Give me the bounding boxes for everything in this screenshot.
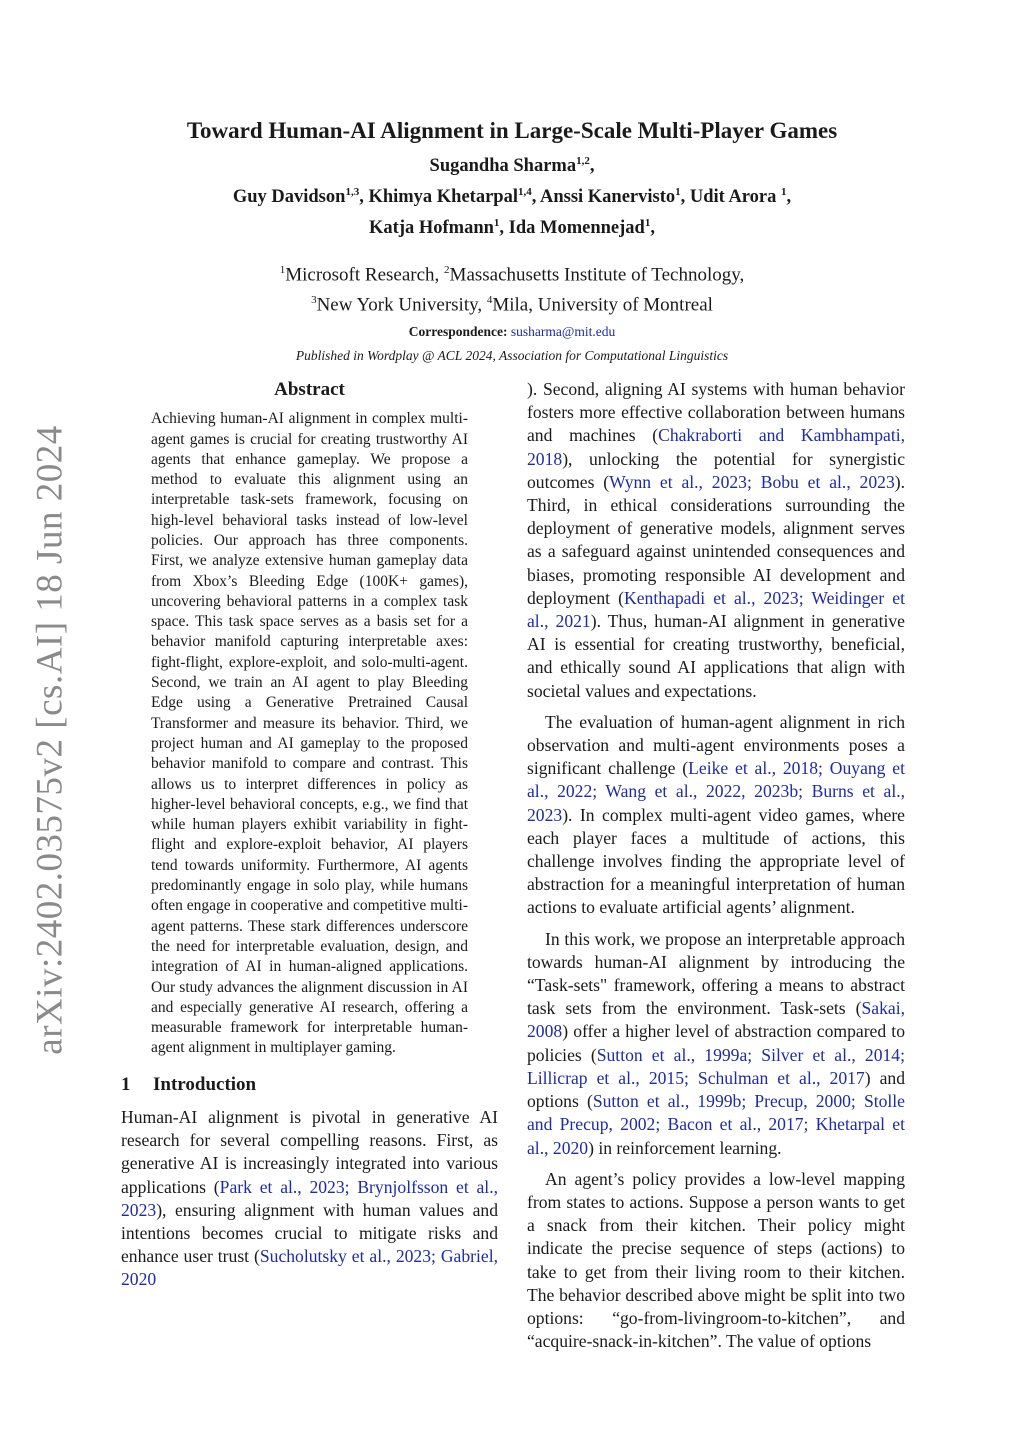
intro-paragraph-3 (527, 928, 905, 1160)
arxiv-identifier: arXiv:2402.03575v2 [cs.AI] 18 Jun 2024 (29, 425, 71, 1055)
left-column (121, 378, 498, 1292)
correspondence-email-link[interactable]: susharma@mit.edu (510, 324, 616, 340)
correspondence-label: Correspondence: (408, 324, 508, 340)
author-affil-sup: 1,2 (576, 155, 590, 167)
author-affil-sup: 1 (493, 217, 500, 230)
intro-paragraph-1-continued (527, 378, 905, 703)
author-list (110, 148, 914, 241)
citation-link[interactable]: Chakraborti and Kambhampati, 2018 (527, 425, 905, 469)
body-text: Human-AI alignment is pivotal in generative AI research for several compelling reasons. First, as generative AI is increasingly integrated into various applications ( (121, 1106, 498, 1197)
affil-line-2 (110, 288, 914, 317)
affil-sup: 4 (486, 293, 493, 306)
author-name: Ida Momennejad (508, 218, 645, 239)
section-heading-introduction (121, 1073, 498, 1096)
abstract-heading: Abstract (274, 379, 345, 400)
affil-sup: 3 (311, 293, 317, 306)
section-number: 1 (121, 1073, 131, 1095)
author-affil-sup: 1 (781, 186, 787, 199)
author-line-1 (110, 148, 914, 179)
body-text: ). In complex multi-agent video games, where each player faces a multitude of actions, this challenge involves finding the appropriate level of abstraction for a meaningful interpretation of human actions to evaluate artificial agents’ alignment. (527, 804, 905, 918)
body-text: An agent’s policy provides a low-level mapping from states to actions. Suppose a person wants to get a snack from their kitchen. Their policy might indicate the precise sequence of steps (actions) to take to get from their living room to their kitchen. The behavior described above might be split into two options: “go-from-livingroom-to-kitchen”, and “acquire-snack-in-kitchen”. The value of options (527, 1168, 905, 1352)
author-line-2: Guy Davidson$^{1,3}$, Khimya Khetarpal$^{1,4}$, Anssi Kanervisto$^1$, Udit Arora $^1$, (232, 186, 792, 208)
affil-line-1 (110, 258, 914, 287)
author-name: Udit Arora (689, 187, 777, 208)
affil-name: Microsoft Research, (285, 264, 445, 286)
section-title: Introduction (153, 1073, 257, 1095)
body-text: ). Second, aligning AI systems with human behavior fosters more effective collaboration between humans and machines ( (527, 379, 905, 446)
body-text: ) offer a higher level of abstraction compared to policies ( (527, 1021, 905, 1065)
author-line-3: Katja Hofmann$^1$, Ida Momennejad$^1$, (369, 217, 655, 239)
affil-name: New York University, (316, 294, 487, 316)
intro-paragraph-2 (527, 711, 905, 920)
affil-name: Massachusetts Institute of Technology, (449, 264, 745, 286)
body-text: ), ensuring alignment with human values and intentions becomes crucial to mitigate risks and enhance user trust ( (121, 1199, 498, 1267)
paper-title: Toward Human-AI Alignment in Large-Scale Multi-Player Games (186, 118, 838, 143)
arxiv-side-stamp (20, 420, 80, 1060)
right-column (527, 378, 905, 1353)
publication-note: Published in Wordplay @ ACL 2024, Association for Computational Linguistics (295, 348, 729, 364)
body-text: ) and options ( (527, 1067, 905, 1112)
body-text: ), unlocking the potential for synergistic outcomes ( (527, 448, 905, 492)
author-sep: , (589, 156, 595, 177)
author-name: Anssi Kanervisto (539, 187, 676, 208)
affil-name: Mila, University of Montreal (492, 294, 713, 316)
citation-link[interactable]: Wynn et al., 2023; Bobu et al., 2023 (609, 471, 895, 492)
abstract-text: Achieving human-AI alignment in complex multi-agent games is crucial for creating trustworthy AI agents that enhance gameplay. We propose a method to evaluate this alignment using an interpretable task-sets framework, focusing on high-level behavioral tasks instead of low-level policies. Our approach has three components. First, we analyze extensive human gameplay data from Xbox’s Bleeding Edge (100K+ games), uncovering behavioral patterns in a complex task space. This task space serves as a basis set for a behavior manifold capturing interpretable axes: fight-flight, explore-exploit, and solo-multi-agent. Second, we train an AI agent to play Bleeding Edge using a Generative Pretrained Causal Transformer and measure its behavior. Third, we project human and AI gameplay to the proposed behavior manifold to compare and contrast. This allows us to interpret differences in policy as higher-level behavioral concepts, e.g., we find that while human players exhibit variability in fight-flight and explore-exploit behavior, AI players tend towards uniformity. Furthermore, AI agents predominantly engage in solo play, while humans often engage in cooperative and competitive multi-agent patterns. These stark differences underscore the need for interpretable evaluation, design, and integration of AI in human-aligned applications. Our study advances the alignment discussion in AI and especially generative AI research, offering a measurable framework for interpretable human-agent alignment in multiplayer gaming. (151, 410, 468, 1057)
author-affil-sup: 1,3 (345, 186, 360, 199)
body-text: ). Thus, human-AI alignment in generative AI is essential for creating trustworthy, beneficial, and ethically sound AI applications that align with societal values and expectations. (527, 611, 905, 701)
citation-link[interactable]: Sutton et al., 1999b; Precup, 2000; Stolle and Precup, 2002; Bacon et al., 2017; Khetarpal et al., 2020 (527, 1091, 905, 1158)
body-text: The evaluation of human-agent alignment in rich observation and multi-agent environments poses a significant challenge ( (527, 711, 905, 779)
author-affil-sup: 1 (675, 186, 681, 199)
author-name: Katja Hofmann (369, 218, 494, 239)
citation-link[interactable]: Sutton et al., 1999a; Silver et al., 2014; Lillicrap et al., 2015; Schulman et al., 2017 (527, 1044, 905, 1088)
body-text: ). Third, in ethical considerations surrounding the deployment of generative models, alignment serves as a safeguard against unintended consequences and biases, promoting responsible AI development and deployment ( (527, 471, 906, 608)
intro-paragraph-4 (527, 1168, 905, 1354)
affil-sup: 2 (444, 264, 450, 277)
paper-header (110, 116, 914, 364)
intro-paragraph-1 (121, 1106, 498, 1292)
citation-link[interactable]: Leike et al., 2018; Ouyang et al., 2022; Wang et al., 2022, 2023b; Burns et al., 2023 (527, 758, 905, 825)
author-affil-sup: 1,4 (517, 186, 532, 199)
author-affil-sup: 1 (644, 217, 651, 230)
author-name: Sugandha Sharma (429, 156, 577, 177)
body-text: In this work, we propose an interpretable approach towards human-AI alignment by introducing the “Task-sets" framework, offering a means to abstract task sets from the environment. Task-sets ( (527, 928, 905, 1019)
author-name: Khimya Khetarpal (368, 187, 518, 208)
citation-link[interactable]: Sakai, 2008 (527, 998, 905, 1042)
citation-link[interactable]: Park et al., 2023; Brynjolfsson et al., 2023 (121, 1176, 498, 1220)
body-text: ) in reinforcement learning. (588, 1137, 782, 1158)
affil-sup: 1 (279, 264, 286, 277)
affiliations (110, 258, 914, 317)
author-name: Guy Davidson (232, 187, 346, 208)
citation-link[interactable]: Kenthapadi et al., 2023; Weidinger et al., 2021 (527, 587, 906, 632)
correspondence (110, 324, 914, 340)
citation-link[interactable]: Sucholutsky et al., 2023; Gabriel, 2020 (121, 1246, 498, 1290)
